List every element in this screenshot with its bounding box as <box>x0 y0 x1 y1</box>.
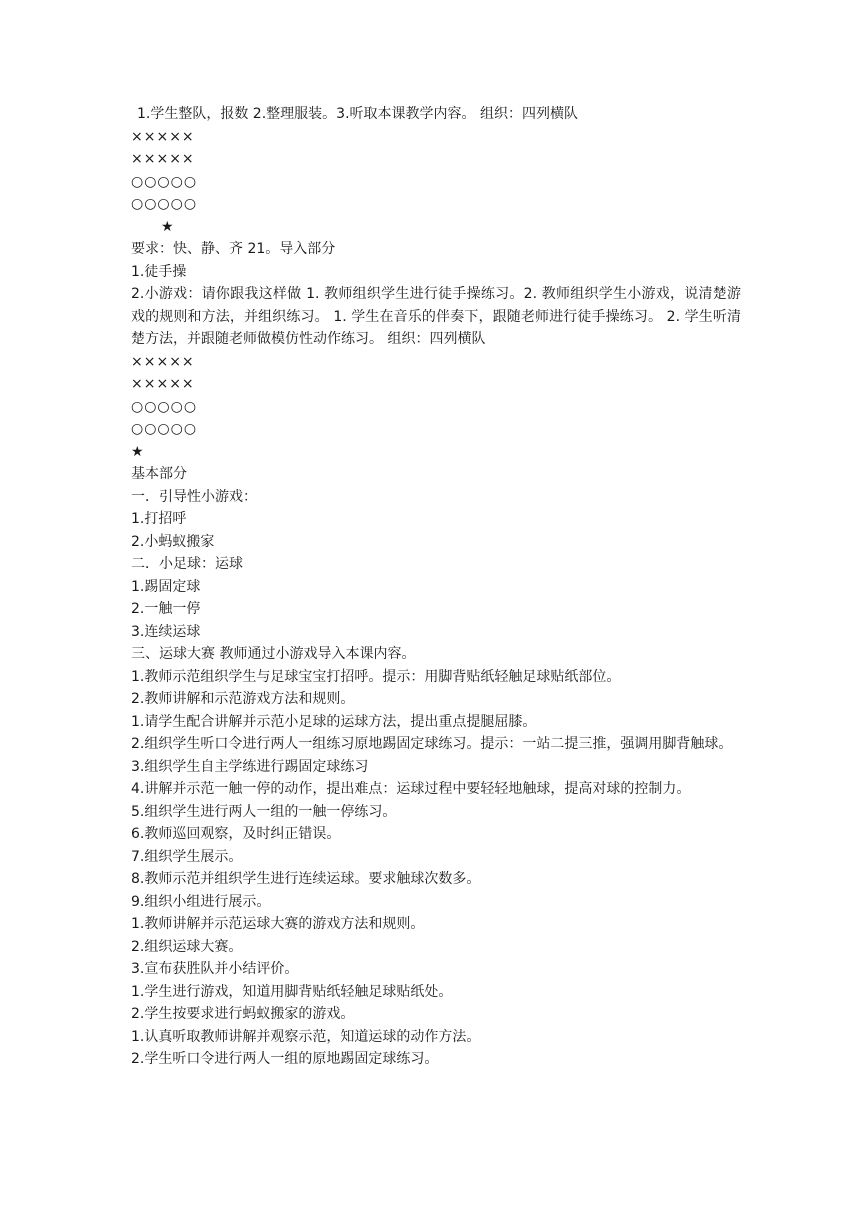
formation-row: ××××× <box>131 151 195 167</box>
paragraph: 2.小游戏：请你跟我这样做 1. 教师组织学生进行徒手操练习。2. 教师组织学生小游戏，说清楚游戏的规则和方法，并组织练习。 1. 学生在音乐的伴奏下，跟随老师进行徒手操练习。 2. 学生听清楚方法，并跟随老师做模仿性动作练习。 组织：四列横队 <box>131 286 741 347</box>
paragraph: 1.学生进行游戏，知道用脚背贴纸轻触足球贴纸处。 <box>131 983 453 1000</box>
paragraph: 3.组织学生自主学练进行踢固定球练习 <box>131 758 369 775</box>
paragraph: 2.小蚂蚁搬家 <box>131 533 215 550</box>
formation-row: ○○○○○ <box>131 173 198 190</box>
paragraph: 要求：快、静、齐 21。导入部分 <box>131 241 336 257</box>
paragraph: 1.学生整队，报数 2.整理服装。3.听取本课教学内容。 组织：四列横队 <box>137 106 578 122</box>
formation-row: ○○○○○ <box>131 421 198 437</box>
paragraph: 4.讲解并示范一触一停的动作，提出难点：运球过程中要轻轻地触球，提高对球的控制力。 <box>131 781 691 797</box>
paragraph: 1.打招呼 <box>131 511 187 527</box>
paragraph: 5.组织学生进行两人一组的一触一停练习。 <box>131 803 397 820</box>
paragraph: 1.认真听取教师讲解并观察示范，知道运球的动作方法。 <box>131 1028 481 1045</box>
paragraph: 1.踢固定球 <box>131 578 201 595</box>
paragraph: 二．小足球：运球 <box>131 556 243 572</box>
paragraph: 3.连续运球 <box>131 623 201 640</box>
paragraph: 2.学生听口令进行两人一组的原地踢固定球练习。 <box>131 1051 439 1067</box>
formation-row: ××××× <box>131 376 195 392</box>
paragraph: 1.请学生配合讲解并示范小足球的运球方法，提出重点提腿屈膝。 <box>131 713 537 730</box>
teacher-star: ★ <box>131 443 144 460</box>
teacher-star: ★ <box>161 218 174 235</box>
paragraph: 2.学生按要求进行蚂蚁搬家的游戏。 <box>131 1006 355 1022</box>
paragraph: 2.组织学生听口令进行两人一组练习原地踢固定球练习。提示：一站二提三推，强调用脚背触球。 <box>131 736 733 752</box>
paragraph: 2.教师讲解和示范游戏方法和规则。 <box>131 691 355 707</box>
paragraph: 8.教师示范并组织学生进行连续运球。要求触球次数多。 <box>131 871 481 887</box>
paragraph: 2.组织运球大赛。 <box>131 938 243 955</box>
paragraph: 7.组织学生展示。 <box>131 848 243 865</box>
section-heading: 基本部分 <box>131 466 187 482</box>
paragraph: 1.徒手操 <box>131 263 187 280</box>
paragraph: 1.教师示范组织学生与足球宝宝打招呼。提示：用脚背贴纸轻触足球贴纸部位。 <box>131 668 621 685</box>
paragraph: 2.一触一停 <box>131 601 201 617</box>
paragraph: 3.宣布获胜队并小结评价。 <box>131 961 299 977</box>
paragraph: 9.组织小组进行展示。 <box>131 893 271 910</box>
paragraph: 三、运球大赛 教师通过小游戏导入本课内容。 <box>131 646 416 662</box>
paragraph: 1.教师讲解并示范运球大赛的游戏方法和规则。 <box>131 916 425 932</box>
paragraph: 6.教师巡回观察，及时纠正错误。 <box>131 826 341 842</box>
formation-row: ○○○○○ <box>131 196 198 212</box>
formation-row: ××××× <box>131 128 195 145</box>
paragraph: 一．引导性小游戏： <box>131 488 257 505</box>
formation-row: ○○○○○ <box>131 398 198 415</box>
document-body <box>131 103 741 1071</box>
formation-row: ××××× <box>131 353 195 370</box>
